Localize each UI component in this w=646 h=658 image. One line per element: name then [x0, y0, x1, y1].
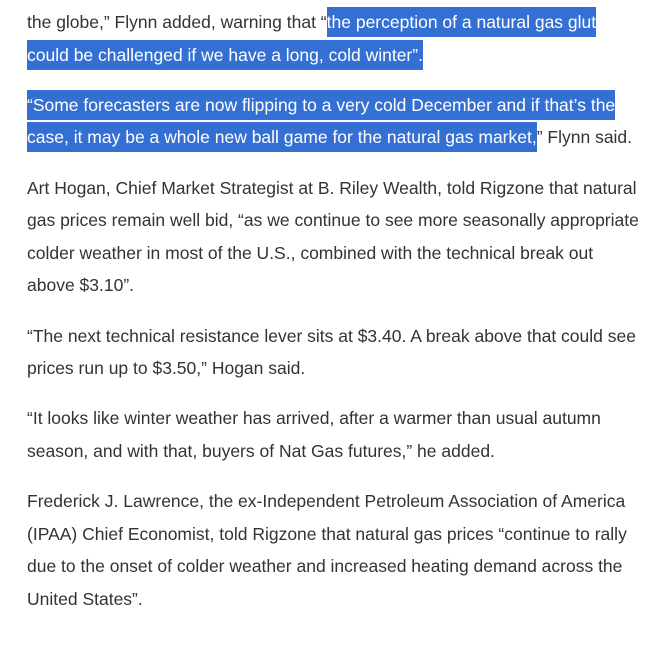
paragraph-winter-weather: “It looks like winter weather has arrived, after a warmer than usual autumn season, and with that, buyers of Nat Gas futures,” he added. [27, 408, 601, 461]
paragraph-lawrence-quote: Frederick J. Lawrence, the ex-Independent Petroleum Association of America (IPAA) Chief Economist, told Rigzone that natural gas prices “continue to rally due to the onset of colder weather and increased heating demand across the United States”. [27, 491, 627, 609]
selected-text[interactable]: “Some forecasters are now flipping to a very cold December and if that’s the case, it may be a whole new ball game for the natural gas market, [27, 90, 615, 153]
paragraph-flynn-warning [27, 6, 639, 71]
paragraph-hogan-quote: Art Hogan, Chief Market Strategist at B. Riley Wealth, told Rigzone that natural gas prices remain well bid, “as we continue to see more seasonally appropriate colder weather in most of the U.S., combined with the technical break out above $3.10”. [27, 177, 639, 296]
paragraph-text: the globe,” Flynn added, warning that “ [27, 12, 327, 32]
paragraph-resistance-level: “The next technical resistance lever sits at $3.40. A break above that could see prices run up to $3.50,” Hogan said. [27, 325, 636, 379]
article-body [27, 6, 639, 633]
paragraph-flynn-forecast [27, 89, 639, 154]
selected-text[interactable]: the perception of a natural gas glut could be challenged if we have a long, cold winter”. [27, 7, 596, 70]
paragraph-text: ” Flynn said. [536, 127, 633, 148]
